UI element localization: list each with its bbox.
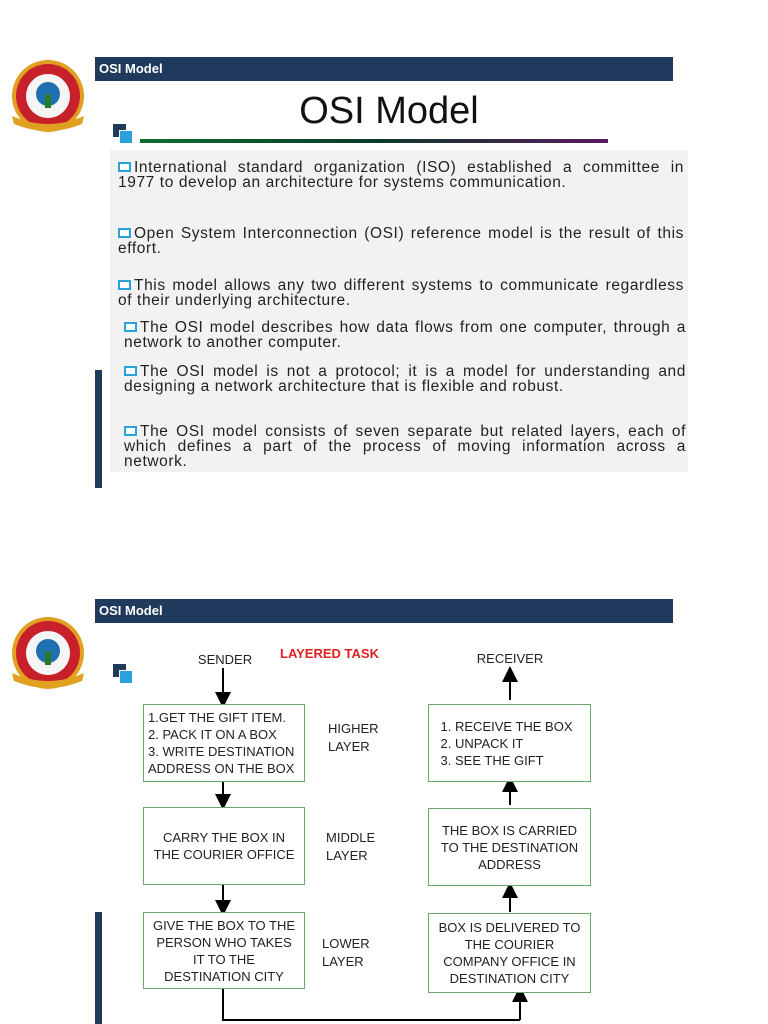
bullet-item: The OSI model describes how data flows from one computer, through a network to another computer.	[124, 319, 686, 351]
square-bullet-icon	[113, 124, 133, 144]
sender-label: SENDER	[197, 652, 253, 667]
higher-layer-label: HIGHER LAYER	[328, 721, 379, 754]
bullet-item: The OSI model consists of seven separate but related layers, each of which defines a part of the process of moving information across a network.	[124, 423, 686, 470]
receiver-label: RECEIVER	[476, 651, 544, 666]
sender-higher-box: 1.GET THE GIFT ITEM. 2. PACK IT ON A BOX 3. WRITE DESTINATION ADDRESS ON THE BOX	[143, 704, 305, 782]
bullet-item: Open System Interconnection (OSI) reference model is the result of this effort.	[118, 225, 684, 257]
checkbox-bullet-icon	[118, 162, 131, 172]
checkbox-bullet-icon	[124, 426, 137, 436]
sender-middle-box: CARRY THE BOX IN THE COURIER OFFICE	[143, 807, 305, 885]
title-underline	[140, 139, 608, 143]
slide-title: OSI Model	[299, 90, 479, 132]
layered-task-heading: LAYERED TASK	[280, 646, 379, 661]
checkbox-bullet-icon	[118, 228, 131, 238]
sender-lower-box: GIVE THE BOX TO THE PERSON WHO TAKES IT TO THE DESTINATION CITY	[143, 912, 305, 989]
left-accent-bar	[95, 370, 102, 488]
bullet-item: This model allows any two different systems to communicate regardless of their underlying architecture.	[118, 277, 684, 309]
slide-layered-task	[0, 540, 768, 1024]
bullet-item: The OSI model is not a protocol; it is a model for understanding and designing a network architecture that is flexible and robust.	[124, 363, 686, 395]
checkbox-bullet-icon	[124, 322, 137, 332]
slide-osi-intro	[0, 0, 768, 510]
slide-header-bar: OSI Model	[95, 599, 673, 623]
checkbox-bullet-icon	[118, 280, 131, 290]
receiver-lower-box: BOX IS DELIVERED TO THE COURIER COMPANY OFFICE IN DESTINATION CITY	[428, 913, 591, 993]
receiver-middle-box: THE BOX IS CARRIED TO THE DESTINATION ADDRESS	[428, 808, 591, 886]
lower-layer-label: LOWER LAYER	[322, 936, 370, 969]
receiver-higher-box: 1. RECEIVE THE BOX 2. UNPACK IT 3. SEE THE GIFT	[428, 704, 591, 782]
middle-layer-label: MIDDLE LAYER	[326, 830, 376, 863]
checkbox-bullet-icon	[124, 366, 137, 376]
bullet-list	[110, 150, 688, 472]
flow-arrows	[0, 540, 768, 1024]
bullet-item: International standard organization (ISO) established a committee in 1977 to develop an architecture for systems communication.	[118, 159, 684, 191]
slide-header-bar: OSI Model	[95, 57, 673, 81]
